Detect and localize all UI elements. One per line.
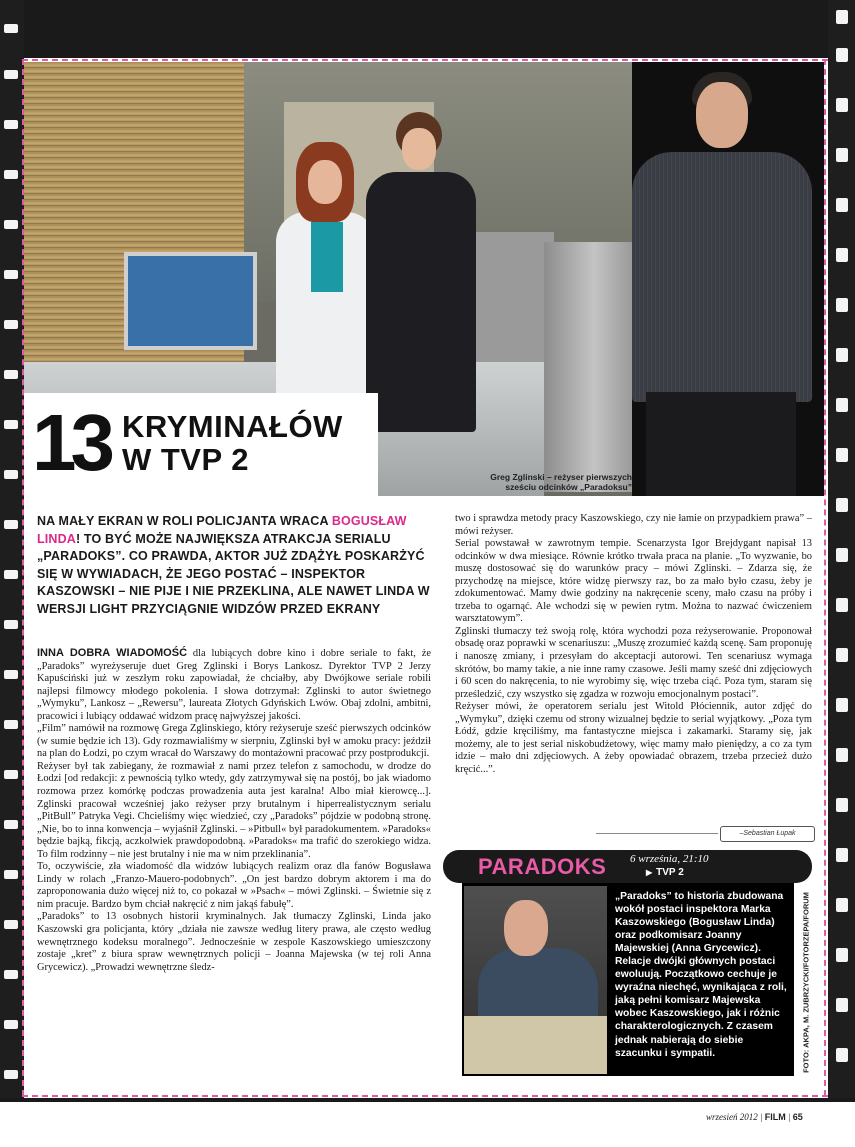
photo-credit: FOTO: AKPA, M. ZUBRZYCKI/FOTORZEPA/FORUM	[801, 892, 811, 1073]
tv-still-photo	[464, 886, 607, 1074]
page-number: 65	[792, 1112, 803, 1122]
bottom-strip-edge	[0, 1098, 855, 1102]
lead-highlight-actor: BOGUSŁAW LINDA	[37, 514, 407, 546]
page-bottom-margin	[0, 1098, 855, 1147]
tv-show-title: PARADOKS	[478, 854, 607, 879]
page-footer: wrzesień 2012 | FILM | 65	[706, 1112, 803, 1122]
headline-line-1: KRYMINAŁÓW	[122, 409, 343, 444]
director-portrait	[622, 72, 822, 496]
pink-dotted-border-top	[22, 59, 828, 61]
headline-line-2: W TVP 2	[122, 442, 249, 477]
tv-channel: ▶ TVP 2	[646, 867, 684, 878]
pink-dotted-border-right	[824, 59, 826, 1096]
photo-caption: Greg Zglinski – reżyser pierwszych sześciu odcinków „Paradoksu”	[490, 472, 632, 492]
pink-dotted-border-bottom	[22, 1095, 828, 1097]
tv-air-date: 6 września, 21:10	[630, 853, 709, 865]
film-strip-left	[0, 0, 24, 1147]
signature-rule	[596, 833, 718, 834]
tv-description: „Paradoks” to historia zbudowana wokół postaci inspektora Marka Kaszowskiego (Bogusław Linda) oraz podkomisarz Joanny Majewskiej (Anna Grycewicz). Relacje dwójki głównych postaci ewoluują. Początkowo cechuje je wyraźna niechęć, wynikająca z roli, jaką pełni komisarz Majewska wobec Kaszowskiego, jak i różnic charakterologicznych. Z czasem jednak nabierają do siebie szacunku i sympatii.	[615, 891, 787, 1059]
actress-black-jacket	[366, 112, 476, 432]
article-left-column: INNA DOBRA WIADOMOŚĆ dla lubiących dobre kino i dobre seriale to fakt, że „Paradoks” wyreżyseruje duet Greg Zglinski i Borys Lankosz. Dyrektor TVP 2 Jerzy Kapuściński już w zeszłym roku zapowiadał, że chciałby, aby Dwójkowe seriale robili najlepsi filmowcy młodego pokolenia. I słowa dotrzymał: Zglinski to autor świetnego „Wymyku”, Lankosz – „Rewersu”, laureata Złotych Gdyńskich Lwów. Obaj zdolni, ambitni, pracowici i lubiący oddawać widzom pracę najwyższej jakości. „Film” namówił na rozmowę Grega Zglinskiego, który reżyseruje sześć pierwszych odcinków (w sumie będzie ich 13). Gdy rozmawialiśmy w sierpniu, Zglinski był w amoku pracy: jeździł na plan do Łodzi, po czym wracał do Warszawy do montażowni pracować przy postprodukcji. Reżyser był tak zabiegany, że rozmawiał z nami przez telefon z samochodu, w drodze do Łodzi [od redakcji: z pewnością tylko wtedy, gdy zatrzymywał się na postój, bo jak wiadomo rozmowa przez komórkę podczas prowadzenia auta jest karalna! Albo miał kierowcę...]. Zglinski pracował wcześniej jako reżyser przy brutalnym i hiperrealistycznym serialu „PitBull” Patryka Vegi. Chcieliśmy więc wiedzieć, czy „Paradoks” pójdzie w podobną stronę. „Nie, bo to inna konwencja – wyjaśnił Zglinski. – »Pitbull« był paradokumentem. »Paradoks« będzie bajką, fikcją, aczkolwiek prawdopodobną. »Paradoks« ma trafić do szerokiego widza. To film rodzinny – nie jest brutalny i nie ma w nim przeklinania”. To, oczywiście, zła wiadomość dla widzów lubiących realizm oraz dla fanów Bogusława Lindy w rolach „Franzo-Mauero-podobnych”. „On jest bardzo dobrym aktorem i ma do zaproponowania dużo więcej niż to, co pokazał w »Psach« – mówi Zglinski. – Świetnie się z nim pracuje. Bardzo bym chciał nakręcić z nim jakąś fabułę”. „Paradoks” to 13 osobnych historii kryminalnych. Jak tłumaczy Zglinski, Linda jako Kaszowski gra policjanta, który „działa nie zawsze według litery prawa, ale często według wewnętrznego kodeksu moralnego”. Jednocześnie w zespole Kaszowskiego umieszczony zostaje „kret” z biura spraw wewnętrznych policji – Joanna Majewska (w tej roli Anna Grycewicz). „Prowadzi wewnętrzne śledz-	[37, 647, 431, 973]
play-triangle-icon: ▶	[646, 868, 653, 877]
film-strip-top	[0, 0, 855, 58]
article-right-column: two i sprawdza metody pracy Kaszowskiego, czy nie łamie on przypadkiem prawa” – mówi reżyser. Serial powstawał w zawrotnym tempie. Scenarzysta Igor Brejdygant napisał 13 odcinków w dwa miesiące. Równie krótko trwała praca na planie. „To wyzwanie, bo muszę dostosować się do warunków pracy – mówi Zglinski. – Zdarza się, że przychodzę na miejsce, które widzę pierwszy raz, bo za mało było czasu, żeby je zdokumentować. Mamy dwie godziny na nakręcenie sceny, mało czasu na próby i trzeba to ogarnąć. Ale wchodzi się w pewien rytm. Można to nazwać ćwiczeniem warsztatowym”. Zglinski tłumaczy też swoją rolę, która wychodzi poza reżyserowanie. Proponował obsadę oraz poprawki w scenariuszu: „Muszę zrozumieć każdą scenę. Sam proponuję i nanoszę zmiany, i przesyłam do akceptacji autorowi. Ten scenariusz wymaga skrótów, bo mamy takie, a nie inne ramy czasowe. Jeśli mamy sześć dni zdjęciowych i 60 scen do nakręcenia, to nie wyrobimy się, więc trzeba ciąć. Poza tym, staram się prześledzić, czy wszystko się zgadza w rozwoju emocjonalnym postaci”. Reżyser mówi, że operatorem serialu jest Witold Płóciennik, autor zdjęć do „Wymyku”, dzięki czemu od strony wizualnej będzie to serial wyjątkowy. „Poza tym Łódź, gdzie kręciliśmy, ma fantastyczne miejsca i zakamarki. Staramy się, jak możemy, ale to jest serial niskobudżetowy, więc mamy mało pieniędzy, a co za tym idzie – mało dni zdjęciowych. A żeby opowiadać obrazem, trzeba przecież dużo kręcić...”.	[455, 513, 812, 775]
author-signature: –Sebastian Łupak	[720, 826, 815, 842]
film-strip-right	[828, 0, 855, 1147]
subhead: INNA DOBRA WIADOMOŚĆ	[37, 647, 188, 659]
headline-number: 13	[32, 398, 109, 487]
lead-paragraph: NA MAŁY EKRAN W ROLI POLICJANTA WRACA BOGUSŁAW LINDA! TO BYĆ MOŻE NAJWIĘKSZA ATRAKCJA SERIALU „PARADOKS”. CO PRAWDA, AKTOR JUŻ ZDĄŻYŁ POSKARŻYĆ SIĘ W WYWIADACH, ŻE JEGO POSTAĆ – INSPEKTOR KASZOWSKI – NIE PIJE I NIE PRZEKLINA, ALE NAWET LINDA W WERSJI LIGHT PRZYCIĄGNIE WIDZÓW PRZED EKRANY	[37, 514, 430, 616]
